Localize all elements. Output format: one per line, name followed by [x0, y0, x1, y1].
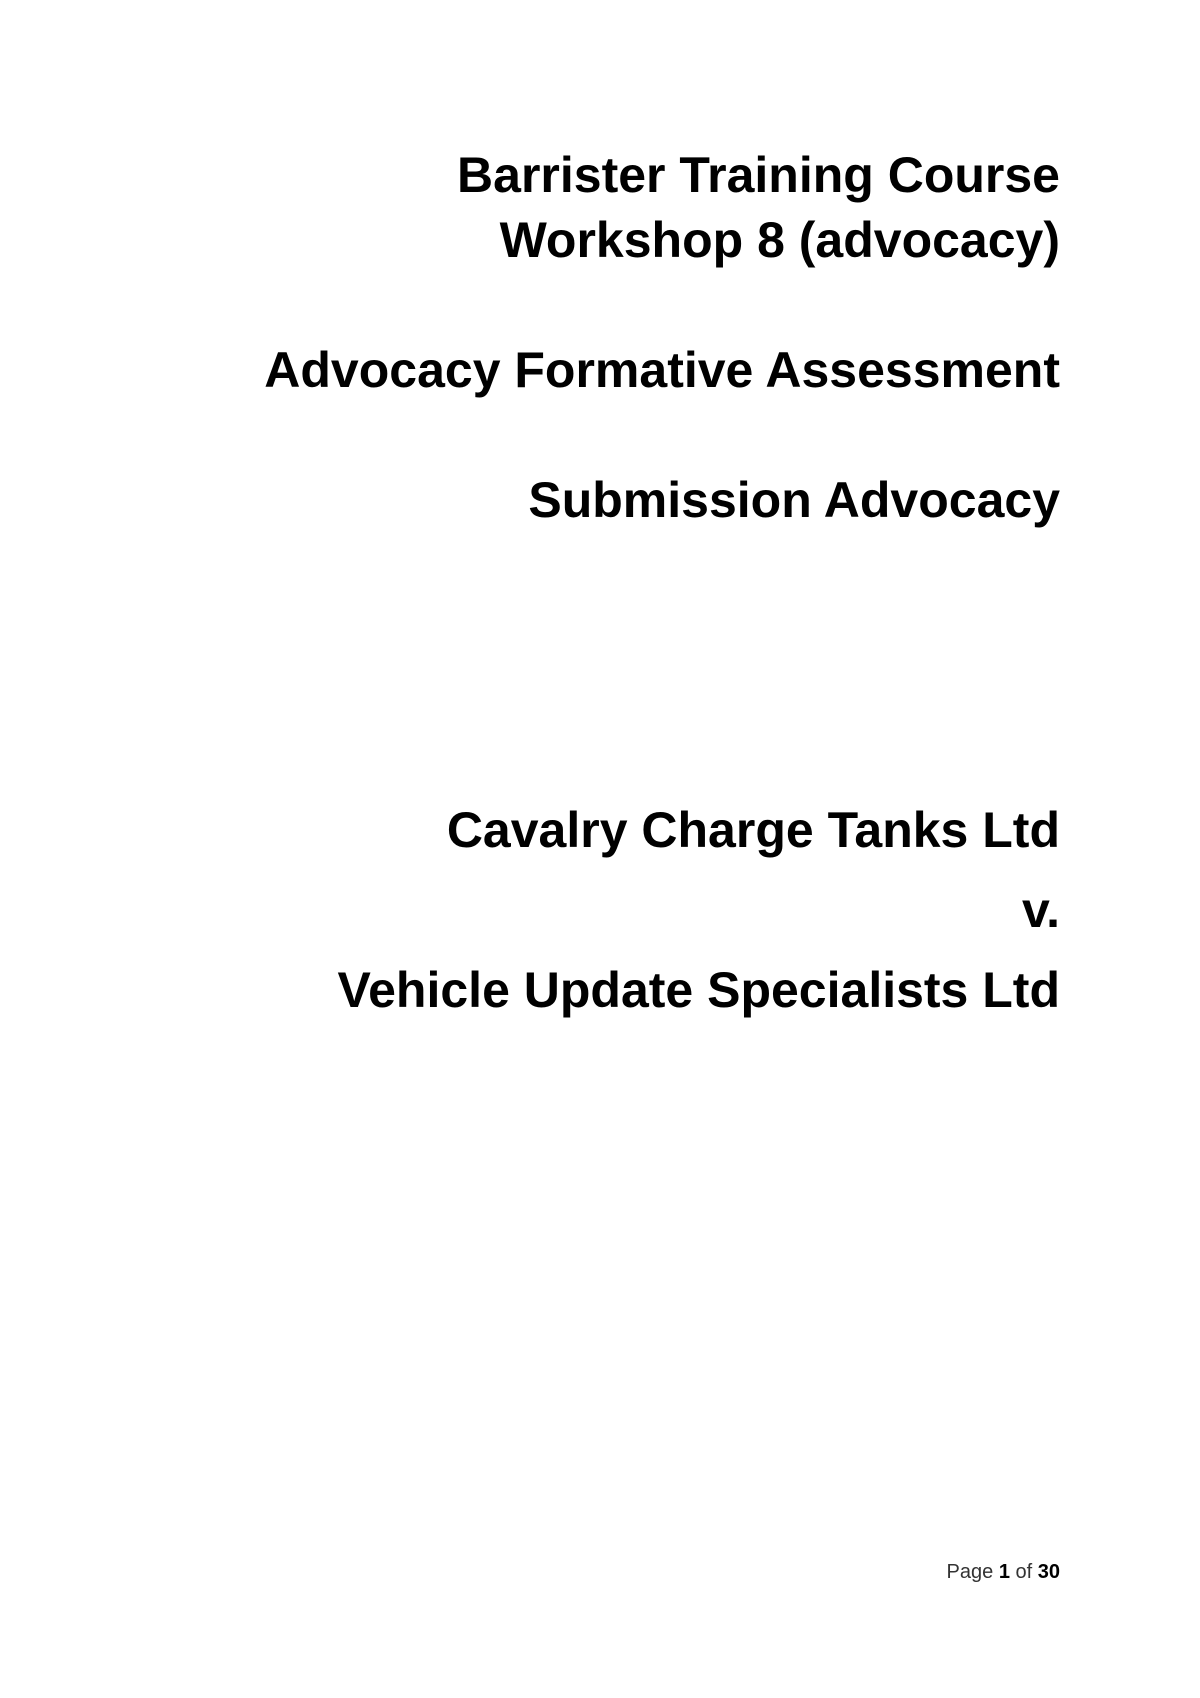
- versus-label: v.: [1022, 882, 1060, 938]
- course-title: Barrister Training Course: [457, 147, 1060, 203]
- defendant-name: Vehicle Update Specialists Ltd: [337, 962, 1060, 1018]
- page-label: Page: [946, 1561, 994, 1583]
- current-page-number: 1: [998, 1561, 1010, 1583]
- workshop-title: Workshop 8 (advocacy): [499, 212, 1060, 268]
- assessment-title: Advocacy Formative Assessment: [264, 342, 1060, 398]
- submission-type: Submission Advocacy: [528, 472, 1060, 528]
- page-number-footer: [947, 1560, 1060, 1584]
- of-label: of: [1015, 1561, 1033, 1583]
- total-page-count: 30: [1037, 1561, 1060, 1583]
- claimant-name: Cavalry Charge Tanks Ltd: [446, 802, 1060, 858]
